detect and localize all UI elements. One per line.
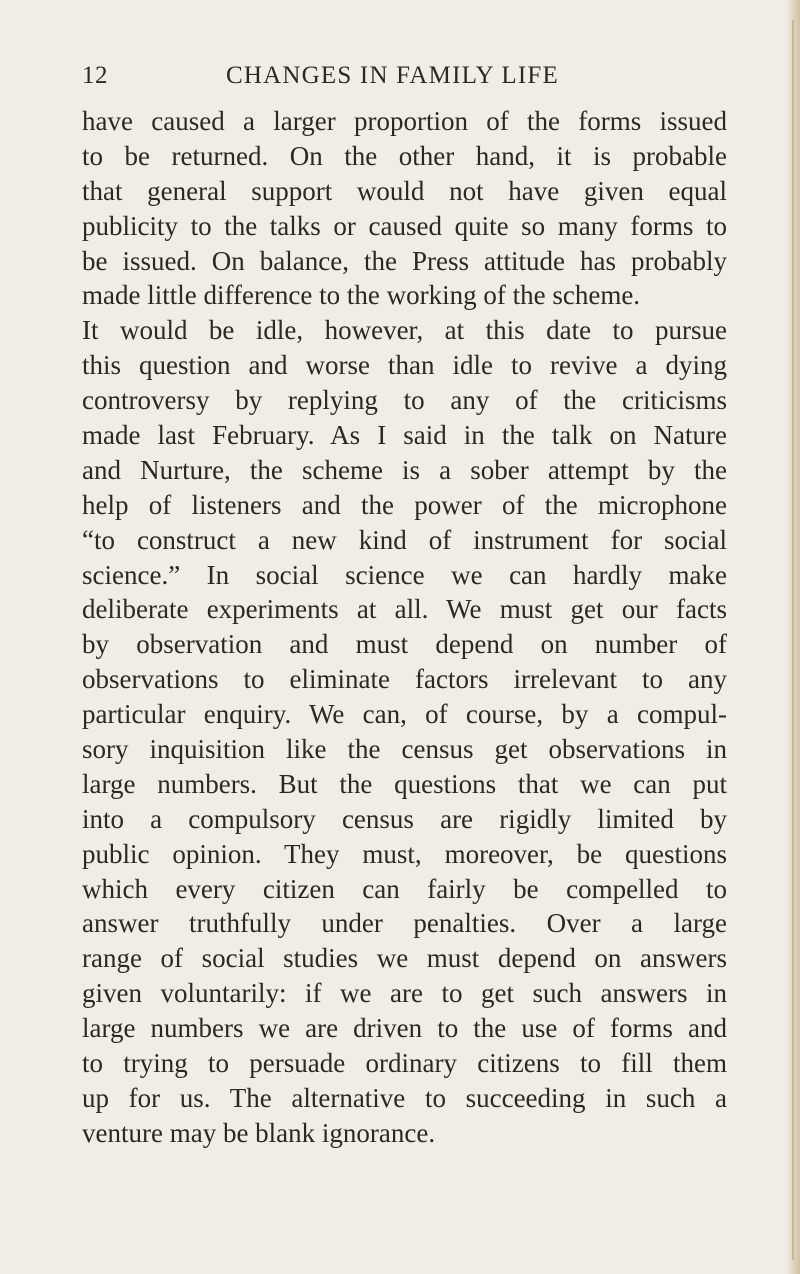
text-line: into a compulsory census are rigidly limited by [82,803,727,834]
text-line: controversy by replying to any of the criticisms [82,385,727,416]
text-line: public opinion. They must, moreover, be questions [82,838,727,869]
text-line: which every citizen can fairly be compelled to [82,873,727,904]
text-line: to be returned. On the other hand, it is probable [82,140,727,171]
text-line: this question and worse than idle to revive a dying [82,350,727,381]
text-line: answer truthfully under penalties. Over a large [82,908,727,939]
body-text [82,104,727,1151]
page-number: 12 [82,62,108,89]
text-line: sory inquisition like the census get observations in [82,734,727,765]
text-line: given voluntarily: if we are to get such answers in [82,978,727,1009]
page-edge-line [792,20,794,1260]
text-line: deliberate experiments at all. We must get our facts [82,594,727,625]
text-line: science.” In social science we can hardly make [82,559,727,590]
text-line: up for us. The alternative to succeeding in such a [82,1082,727,1113]
text-line: range of social studies we must depend on answers [82,943,727,974]
text-line: be issued. On balance, the Press attitude has probably [82,245,727,276]
text-line: particular enquiry. We can, of course, by a compul- [82,699,727,730]
running-head: CHANGES IN FAMILY LIFE [226,62,559,89]
text-line: “to construct a new kind of instrument for social [82,524,727,555]
text-line: by observation and must depend on number of [82,629,727,660]
text-line: publicity to the talks or caused quite so many forms to [82,210,727,241]
text-line: help of listeners and the power of the microphone [82,489,727,520]
text-line: made little difference to the working of the scheme. [82,280,641,311]
text-line: It would be idle, however, at this date to pursue [82,315,727,346]
page-header [82,60,722,92]
text-line: made last February. As I said in the talk on Nature [82,420,727,451]
text-line: large numbers we are driven to the use of forms and [82,1013,727,1044]
text-line: and Nurture, the scheme is a sober attempt by the [82,454,727,485]
text-line: large numbers. But the questions that we can put [82,768,727,799]
text-line: venture may be blank ignorance. [82,1117,436,1148]
text-line: have caused a larger proportion of the forms issued [82,106,727,136]
text-line: that general support would not have given equal [82,175,727,206]
text-line: observations to eliminate factors irrelevant to any [82,664,727,695]
text-line: to trying to persuade ordinary citizens to fill them [82,1048,727,1079]
